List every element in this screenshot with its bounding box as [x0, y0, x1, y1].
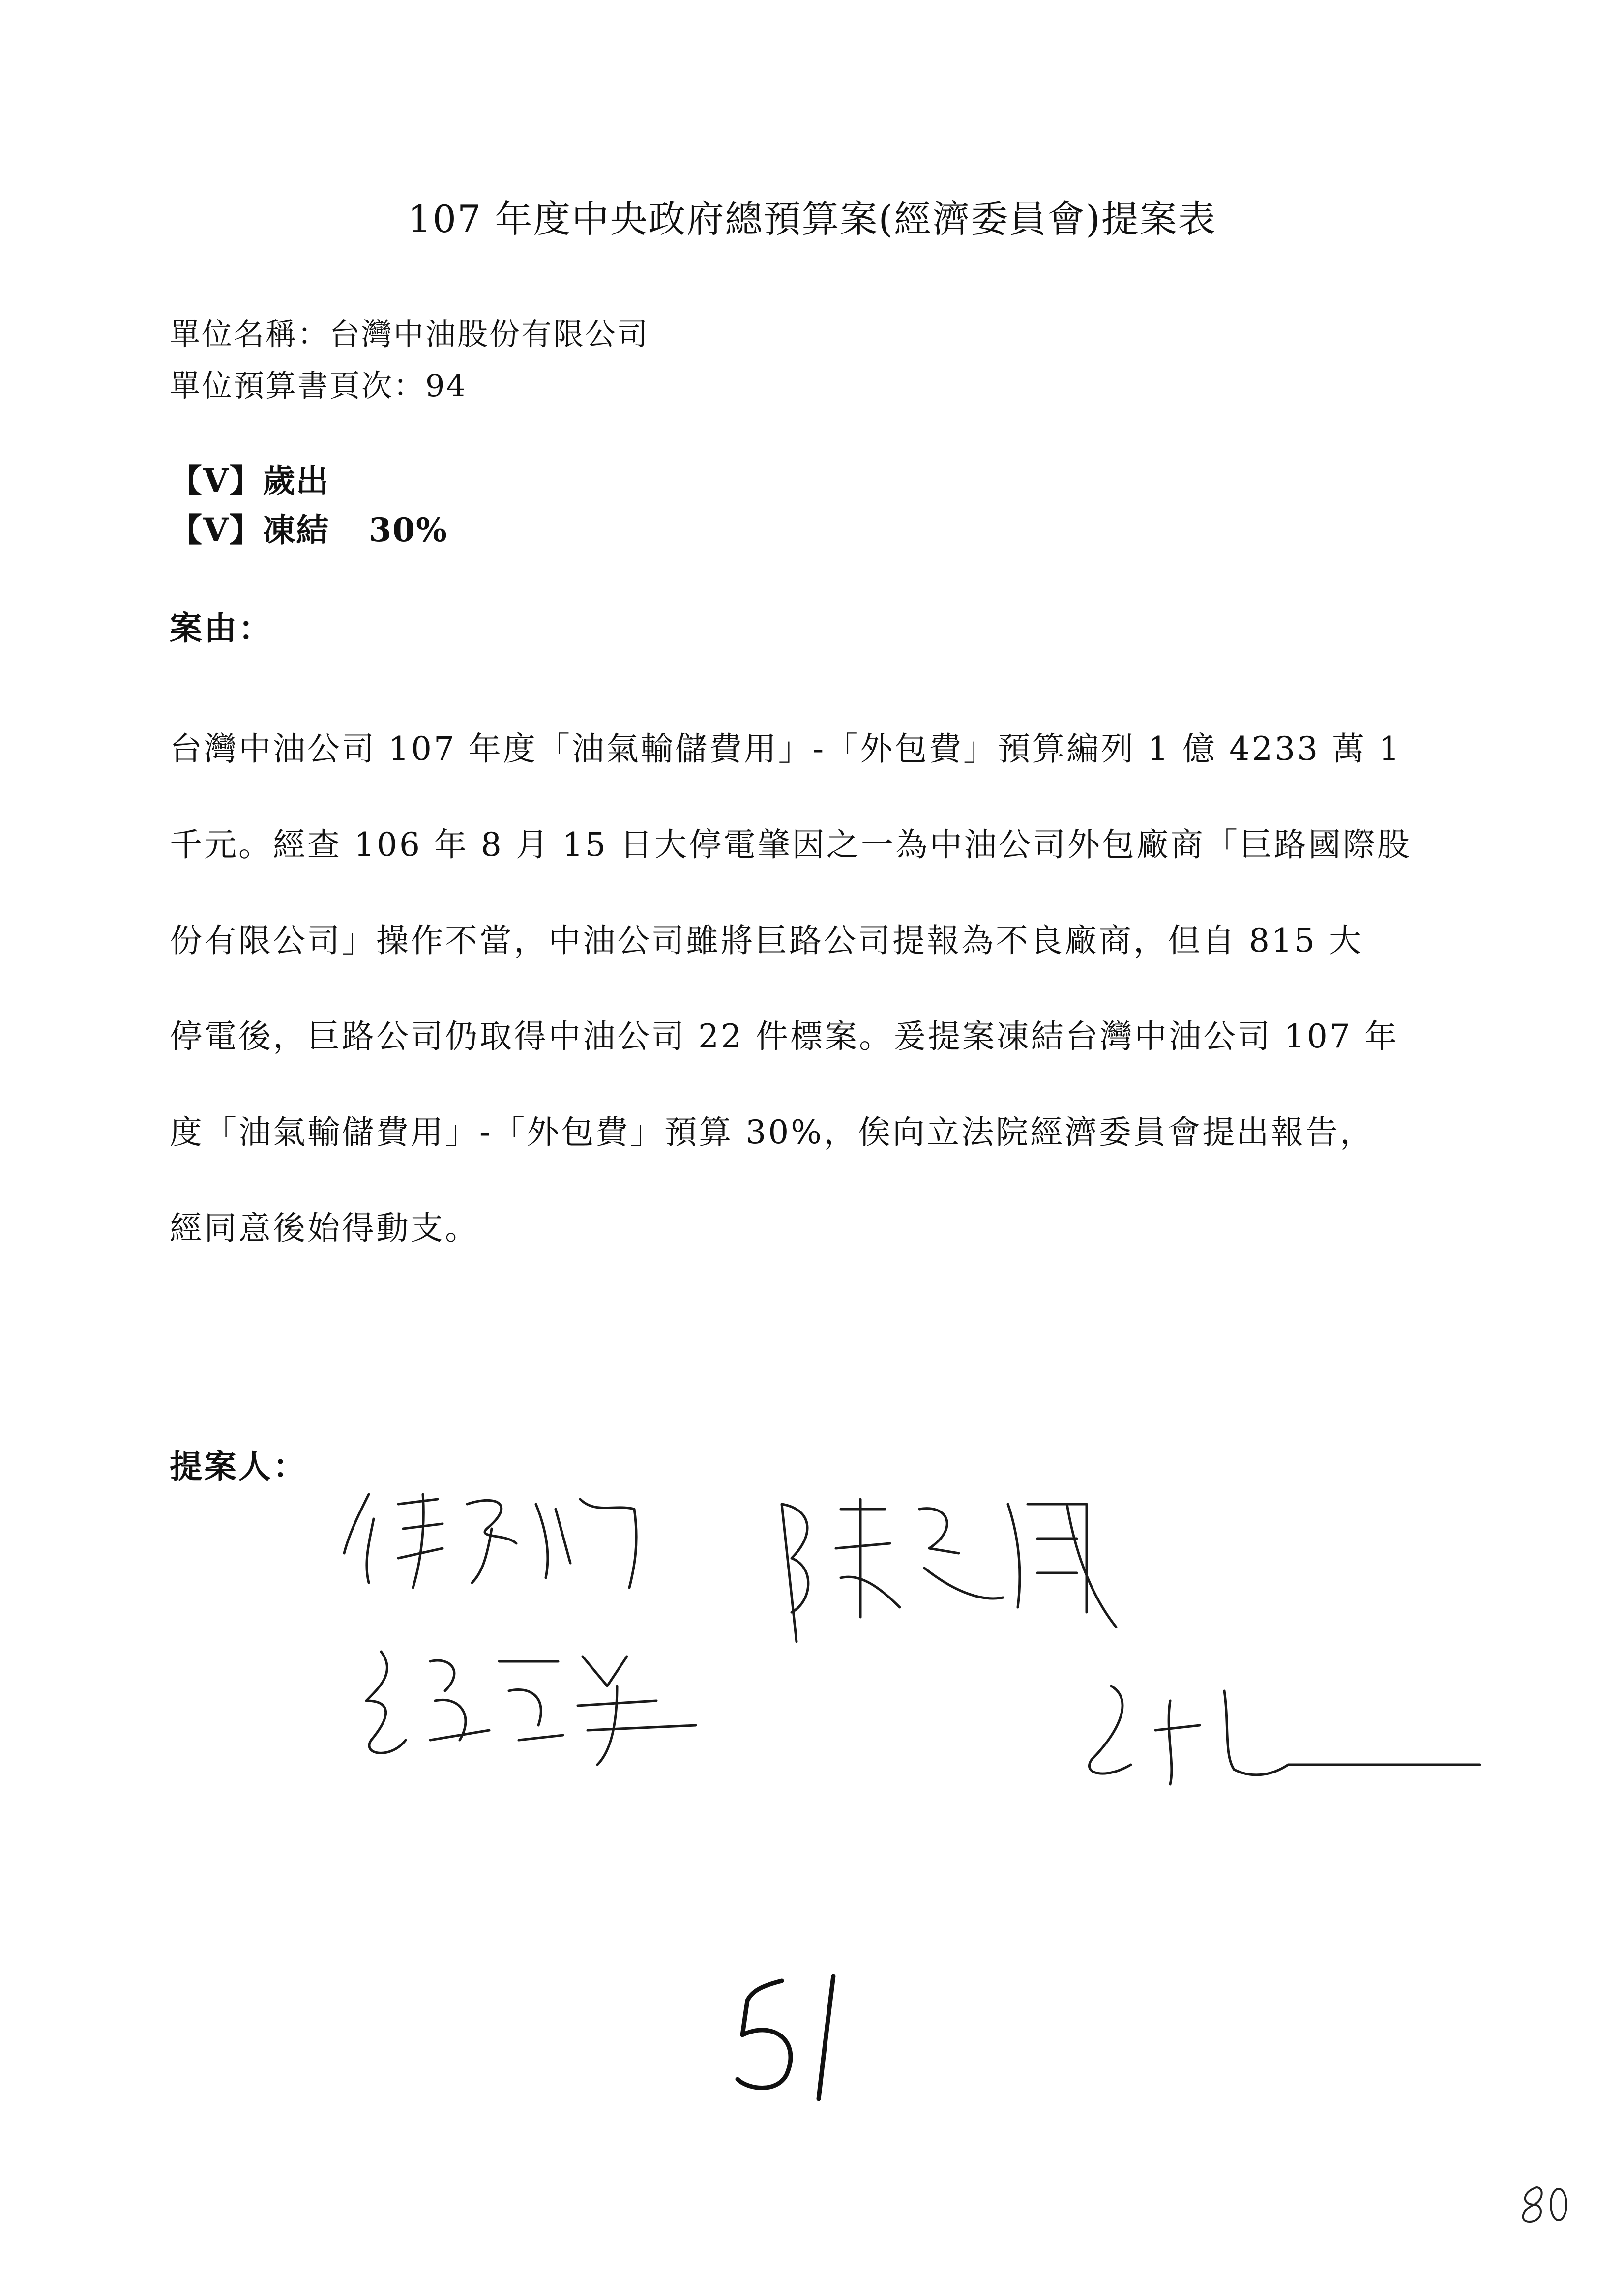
- check-mark: 【V】: [170, 511, 263, 549]
- corner-page-number: [1517, 2182, 1571, 2227]
- reason-line: 台灣中油公司 107 年度「油氣輸儲費用」-「外包費」預算編列 1 億 4233 萬 1: [170, 730, 1402, 768]
- unit-name: 單位名稱：台灣中油股份有限公司: [170, 316, 650, 352]
- reason-line: 份有限公司」操作不當，中油公司雖將巨路公司提報為不良廠商，但自 815 大: [170, 922, 1363, 959]
- check-label: 凍結: [263, 511, 330, 549]
- check-label: 歲出: [263, 462, 330, 500]
- document-title: 107 年度中央政府總預算案(經濟委員會)提案表: [408, 197, 1216, 241]
- reason-line: 度「油氣輸儲費用」-「外包費」預算 30%，俟向立法院經濟委員會提出報告，: [170, 1113, 1374, 1151]
- signature-1: [339, 1475, 654, 1593]
- signature-4: [1077, 1671, 1490, 1789]
- proposer-label: 提案人：: [170, 1447, 307, 1485]
- check-mark: 【V】: [170, 462, 263, 500]
- reason-line: 經同意後始得動支。: [170, 1209, 479, 1247]
- checkbox-expenditure: [170, 455, 329, 501]
- checkbox-freeze: [170, 504, 448, 551]
- reason-line: 停電後，巨路公司仍取得中油公司 22 件標案。爰提案凍結台灣中油公司 107 年: [170, 1017, 1399, 1055]
- reason-label: 案由：: [170, 609, 273, 647]
- signature-3: [352, 1642, 706, 1770]
- reason-line: 千元。經查 106 年 8 月 15 日大停電肇因之一為中油公司外包廠商「巨路國際股: [170, 826, 1412, 864]
- signature-2: [772, 1489, 1126, 1652]
- unit-budget-page: 單位預算書頁次：94: [170, 368, 467, 404]
- freeze-percentage: 30%: [369, 511, 448, 549]
- handwritten-page-number: [728, 1966, 856, 2104]
